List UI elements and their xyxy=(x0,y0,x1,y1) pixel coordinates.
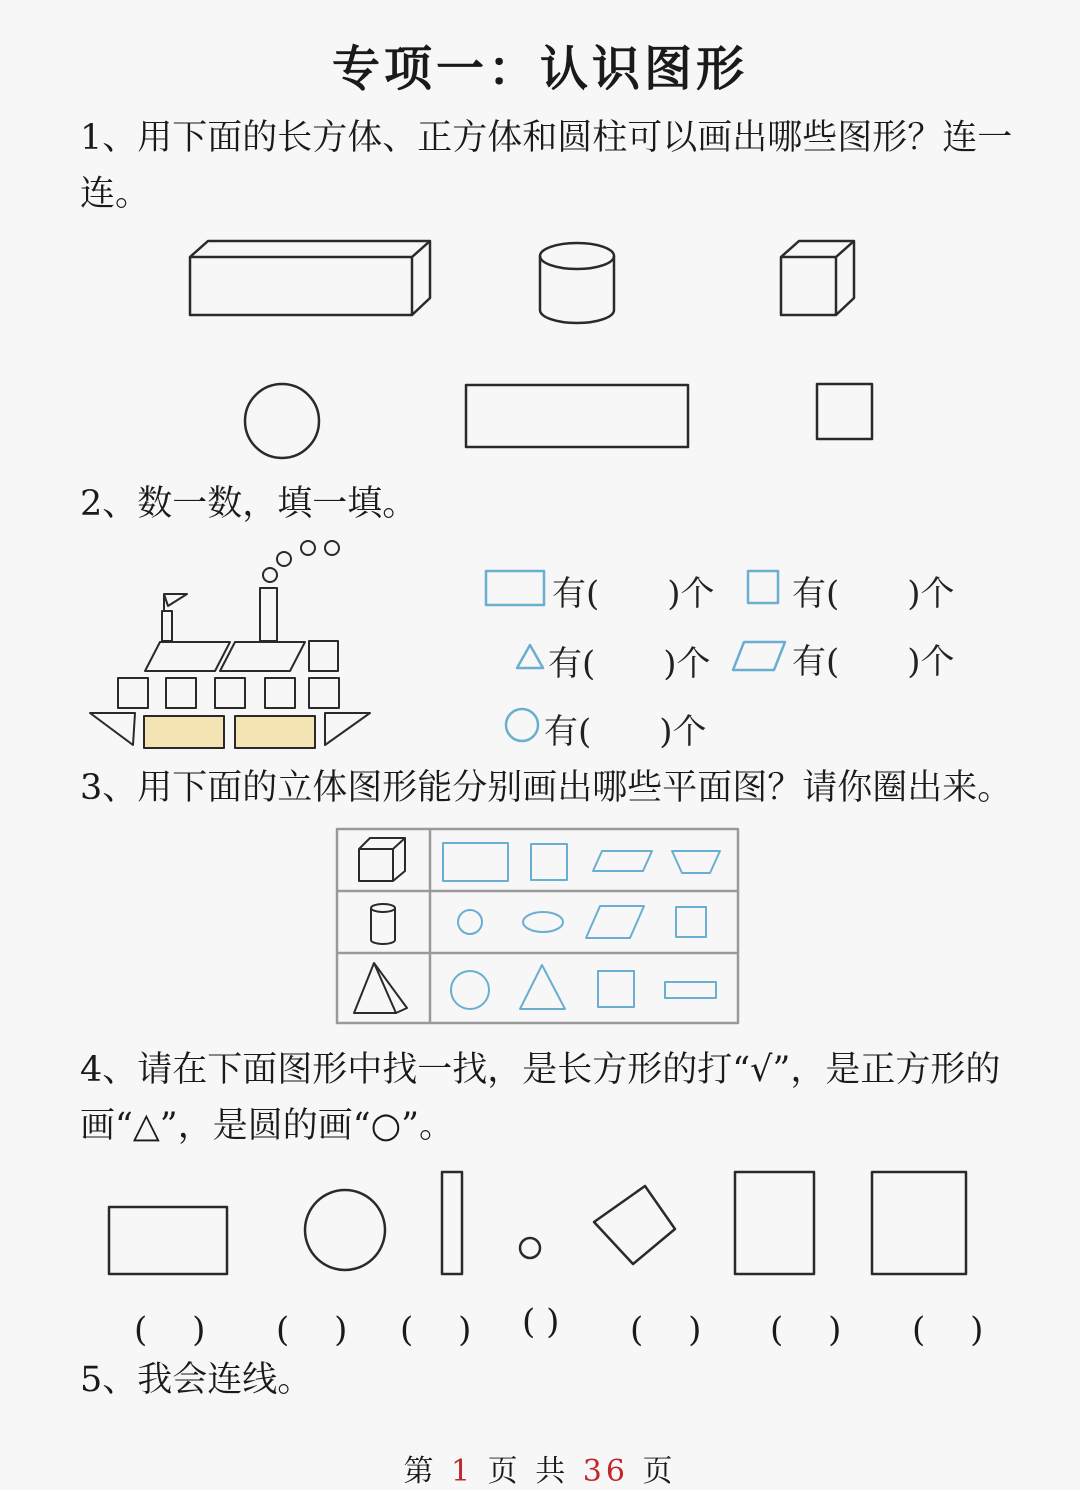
cuboid-figure xyxy=(190,241,430,315)
q4-small-circle[interactable] xyxy=(520,1238,540,1258)
q4-tall-rectangle[interactable] xyxy=(735,1172,814,1274)
square-shape[interactable] xyxy=(817,384,872,439)
table-row2-options xyxy=(458,906,706,938)
footer-prefix: 第 xyxy=(403,1454,438,1489)
table-pyramid-icon xyxy=(354,963,407,1013)
count-legend xyxy=(486,571,785,741)
answer-paren-2[interactable]: ( ) xyxy=(276,1310,348,1350)
fill-parallelogram-count[interactable]: 有( )个 xyxy=(792,642,955,682)
answer-paren-4[interactable]: ( ) xyxy=(522,1302,560,1342)
q4-wide-rectangle[interactable] xyxy=(109,1207,227,1274)
cylinder-figure xyxy=(540,243,614,323)
option-square[interactable] xyxy=(676,907,706,937)
footer-suffix: 页 xyxy=(642,1454,677,1489)
option-triangle[interactable] xyxy=(520,965,565,1009)
option-square[interactable] xyxy=(598,971,634,1007)
table-cylinder-icon xyxy=(371,904,395,944)
answer-paren-6[interactable]: ( ) xyxy=(770,1310,842,1350)
option-circle[interactable] xyxy=(458,910,482,934)
circle-shape[interactable] xyxy=(245,384,319,458)
option-parallelogram[interactable] xyxy=(593,851,652,871)
option-square[interactable] xyxy=(531,844,567,880)
question-1-text: 1、用下面的长方体、正方体和圆柱可以画出哪些图形？连一连。 xyxy=(80,118,1013,214)
footer-page-number: 1 xyxy=(451,1454,475,1489)
q4-tall-thin-rectangle[interactable] xyxy=(442,1172,462,1274)
rectangle-icon xyxy=(486,571,544,605)
table-row1-options xyxy=(443,843,720,881)
question-4-text: 4、请在下面图形中找一找，是长方形的打“√”，是正方形的画“△”，是圆的画“○”。 xyxy=(80,1050,1001,1146)
parallelogram-icon xyxy=(733,642,785,670)
table-cube-icon xyxy=(359,838,405,881)
q4-tilted-square[interactable] xyxy=(594,1186,675,1264)
page-title: 专项一：认识图形 xyxy=(331,41,748,97)
answer-paren-1[interactable]: ( ) xyxy=(134,1310,206,1350)
option-oval[interactable] xyxy=(523,912,563,932)
q4-large-circle[interactable] xyxy=(305,1190,385,1270)
question-3-text: 3、用下面的立体图形能分别画出哪些平面图？请你圈出来。 xyxy=(80,768,1013,808)
footer-middle: 页 共 xyxy=(487,1454,570,1489)
option-trapezoid[interactable] xyxy=(672,851,720,873)
question-2-text: 2、数一数，填一填。 xyxy=(80,484,418,524)
fill-triangle-count[interactable]: 有( )个 xyxy=(548,644,711,684)
q4-square[interactable] xyxy=(872,1172,966,1274)
option-parallelogram[interactable] xyxy=(586,906,644,938)
cube-figure xyxy=(781,241,854,315)
square-icon xyxy=(748,571,778,603)
fill-circle-count[interactable]: 有( )个 xyxy=(544,712,707,752)
rectangle-shape[interactable] xyxy=(466,385,688,447)
table-row3-options xyxy=(451,965,716,1009)
circle-icon xyxy=(506,709,538,741)
answer-paren-7[interactable]: ( ) xyxy=(912,1310,984,1350)
fill-rectangle-count[interactable]: 有( )个 xyxy=(552,574,715,614)
option-rectangle[interactable] xyxy=(443,843,508,881)
q4-shapes xyxy=(109,1172,966,1274)
question-5-text: 5、我会连线。 xyxy=(80,1360,313,1400)
fill-square-count[interactable]: 有( )个 xyxy=(792,574,955,614)
answer-paren-5[interactable]: ( ) xyxy=(630,1310,702,1350)
option-rectangle[interactable] xyxy=(665,982,716,998)
footer-total-pages: 36 xyxy=(582,1454,629,1489)
triangle-icon xyxy=(517,645,543,668)
answer-paren-3[interactable]: ( ) xyxy=(400,1310,472,1350)
ship-figure xyxy=(90,541,370,748)
option-circle[interactable] xyxy=(451,971,489,1009)
